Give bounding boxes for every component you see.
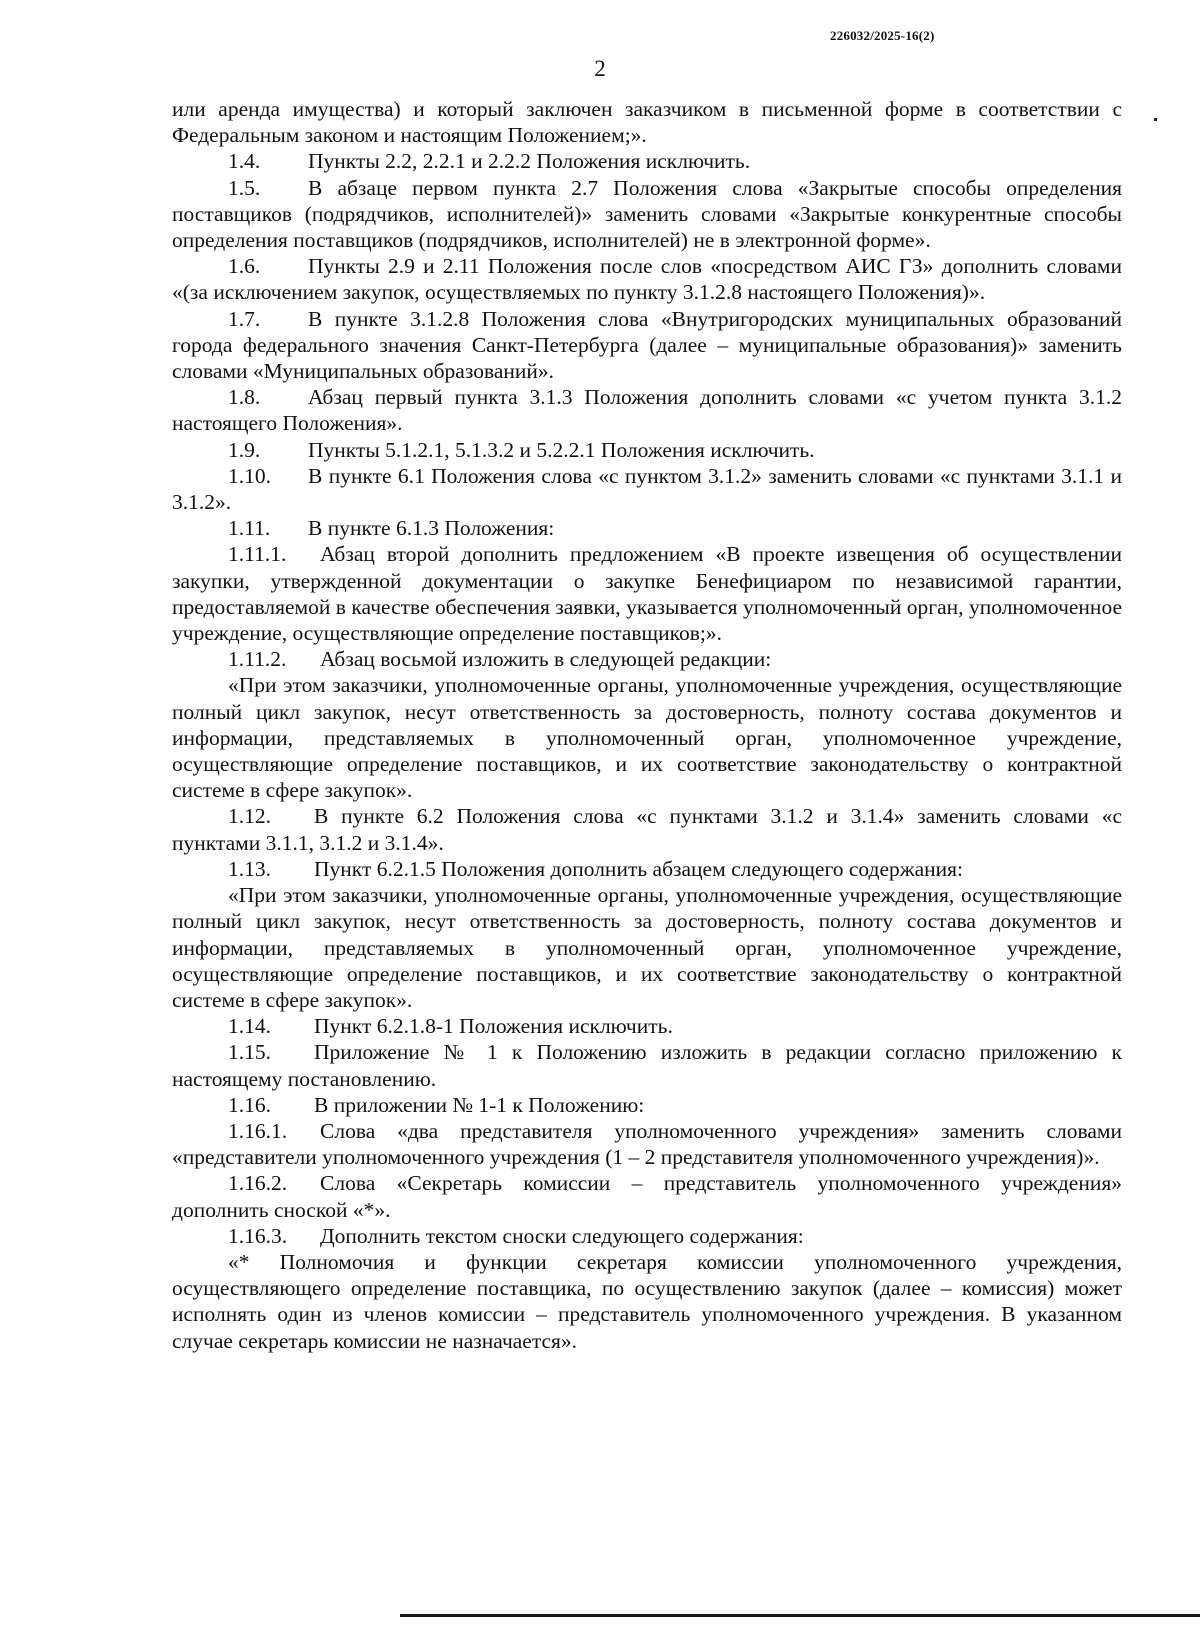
paragraph-text: В пункте 6.2 Положения слова «с пунктами 3.1.2 и 3.1.4» заменить словами «с пунктами 3.1.1, 3.1.2 и 3.1.4». — [172, 804, 1122, 855]
paragraph-item — [172, 175, 1122, 254]
item-number: 1.14. — [228, 1014, 271, 1039]
item-number: 1.9. — [228, 437, 261, 462]
paragraph-item — [172, 803, 1122, 855]
paragraph-item — [172, 306, 1122, 385]
paragraph-text: В приложении № 1-1 к Положению: — [314, 1092, 645, 1117]
paragraph-text: Слова «Секретарь комиссии – представитель уполномоченного учреждения» дополнить сноской «*». — [172, 1171, 1122, 1222]
paragraph-quote — [172, 882, 1122, 1013]
page-number: 2 — [594, 56, 606, 81]
paragraph-text: Пункты 2.2, 2.2.1 и 2.2.2 Положения исключить. — [308, 149, 751, 174]
paragraph-item — [172, 437, 1122, 463]
paragraph-item — [172, 1118, 1122, 1170]
paragraph-text: В пункте 3.1.2.8 Положения слова «Внутригородских муниципальных образований города федерального значения Санкт-Петербурга (далее – муниципальные образования)» заменить словами «Муниципальных образований». — [172, 306, 1122, 384]
item-number: 1.4. — [228, 149, 261, 174]
paragraph-item — [172, 856, 1122, 882]
item-number: 1.16.2. — [228, 1171, 288, 1196]
item-number: 1.11. — [228, 516, 271, 541]
item-number: 1.16. — [228, 1092, 271, 1117]
paragraph-item — [172, 646, 1122, 672]
item-number: 1.16.3. — [228, 1223, 288, 1248]
paragraph-continuation — [172, 96, 1122, 148]
paragraph-text: Пункты 5.1.2.1, 5.1.3.2 и 5.2.2.1 Положения исключить. — [308, 437, 815, 462]
paragraph-text: или аренда имущества) и который заключен заказчиком в письменной форме в соответствии с Федеральным законом и настоящим Положением;». — [172, 97, 1122, 148]
paragraph-text: «При этом заказчики, уполномоченные органы, уполномоченные учреждения, осуществляющие полный цикл закупок, несут ответственность за достоверность, полноту состава документов и информации, представляемых в уполномоченный орган, уполномоченное учреждение, осуществляющие определение поставщиков, и их соответствие законодательству о контрактной системе в сфере закупок». — [172, 883, 1122, 1012]
paragraph-item — [172, 1039, 1122, 1091]
paragraph-text: В пункте 6.1.3 Положения: — [308, 516, 555, 541]
item-number: 1.5. — [228, 175, 261, 200]
scan-artifact-dot — [1154, 118, 1157, 121]
item-number: 1.12. — [228, 804, 271, 829]
paragraph-text: Пункт 6.2.1.8-1 Положения исключить. — [314, 1014, 673, 1039]
paragraph-text: «При этом заказчики, уполномоченные органы, уполномоченные учреждения, осуществляющие полный цикл закупок, несут ответственность за достоверность, полноту состава документов и информации, представляемых в уполномоченный орган, уполномоченное учреждение, осуществляющие определение поставщиков, и их соответствие законодательству о контрактной системе в сфере закупок». — [172, 673, 1122, 803]
item-number: 1.10. — [228, 463, 271, 488]
paragraph-text: Абзац восьмой изложить в следующей редакции: — [320, 647, 772, 672]
paragraph-item — [172, 384, 1122, 436]
paragraph-item — [172, 541, 1122, 646]
item-number: 1.15. — [228, 1040, 271, 1065]
paragraph-item — [172, 1013, 1122, 1039]
paragraph-quote — [172, 672, 1122, 803]
paragraph-text: Абзац первый пункта 3.1.3 Положения дополнить словами «с учетом пункта 3.1.2 настоящего Положения». — [172, 385, 1122, 436]
paragraph-item — [172, 1223, 1122, 1249]
paragraph-text: Слова «два представителя уполномоченного учреждения» заменить словами «представители уполномоченного учреждения (1 – 2 представителя уполномоченного учреждения)». — [172, 1118, 1122, 1170]
paragraph-text: Абзац второй дополнить предложением «В проекте извещения об осуществлении закупки, утвержденной документации о закупке Бенефициаром по независимой гарантии, предоставляемой в качестве обеспечения заявки, указывается уполномоченный орган, уполномоченное учреждение, осуществляющие определение поставщиков;». — [172, 542, 1122, 646]
paragraph-quote — [172, 1249, 1122, 1354]
item-number: 1.7. — [228, 306, 261, 331]
scan-edge-line — [400, 1614, 1200, 1617]
paragraph-text: В пункте 6.1 Положения слова «с пунктом 3.1.2» заменить словами «с пунктами 3.1.1 и 3.1.2». — [172, 463, 1122, 515]
item-number: 1.6. — [228, 254, 261, 279]
item-number: 1.11.2. — [228, 647, 287, 672]
document-code: 226032/2025-16(2) — [830, 28, 935, 43]
paragraph-item — [172, 1170, 1122, 1222]
paragraph-item — [172, 1092, 1122, 1118]
paragraph-text: Дополнить текстом сноски следующего содержания: — [320, 1223, 804, 1248]
paragraph-text: «* Полномочия и функции секретаря комиссии уполномоченного учреждения, осуществляющего определение поставщика, по осуществлению закупок (далее – комиссия) может исполнять один из членов комиссии – представитель уполномоченного учреждения. В указанном случае секретарь комиссии не назначается». — [172, 1249, 1122, 1353]
item-number: 1.16.1. — [228, 1118, 288, 1143]
paragraph-text: Пункт 6.2.1.5 Положения дополнить абзацем следующего содержания: — [314, 856, 964, 881]
paragraph-text: Пункты 2.9 и 2.11 Положения после слов «посредством АИС ГЗ» дополнить словами «(за исключением закупок, осуществляемых по пункту 3.1.2.8 настоящего Положения)». — [172, 254, 1122, 305]
item-number: 1.11.1. — [228, 542, 287, 567]
paragraph-item — [172, 253, 1122, 305]
paragraph-text: Приложение № 1 к Положению изложить в редакции согласно приложению к настоящему постановлению. — [172, 1040, 1122, 1091]
paragraph-item — [172, 148, 1122, 174]
paragraph-item — [172, 463, 1122, 515]
paragraph-item — [172, 515, 1122, 541]
item-number: 1.13. — [228, 856, 271, 881]
paragraph-text: В абзаце первом пункта 2.7 Положения слова «Закрытые способы определения поставщиков (подрядчиков, исполнителей)» заменить словами «Закрытые конкурентные способы определения поставщиков (подрядчиков, исполнителей) не в электронной форме». — [172, 175, 1122, 253]
item-number: 1.8. — [228, 385, 261, 410]
document-body — [172, 96, 1122, 1354]
